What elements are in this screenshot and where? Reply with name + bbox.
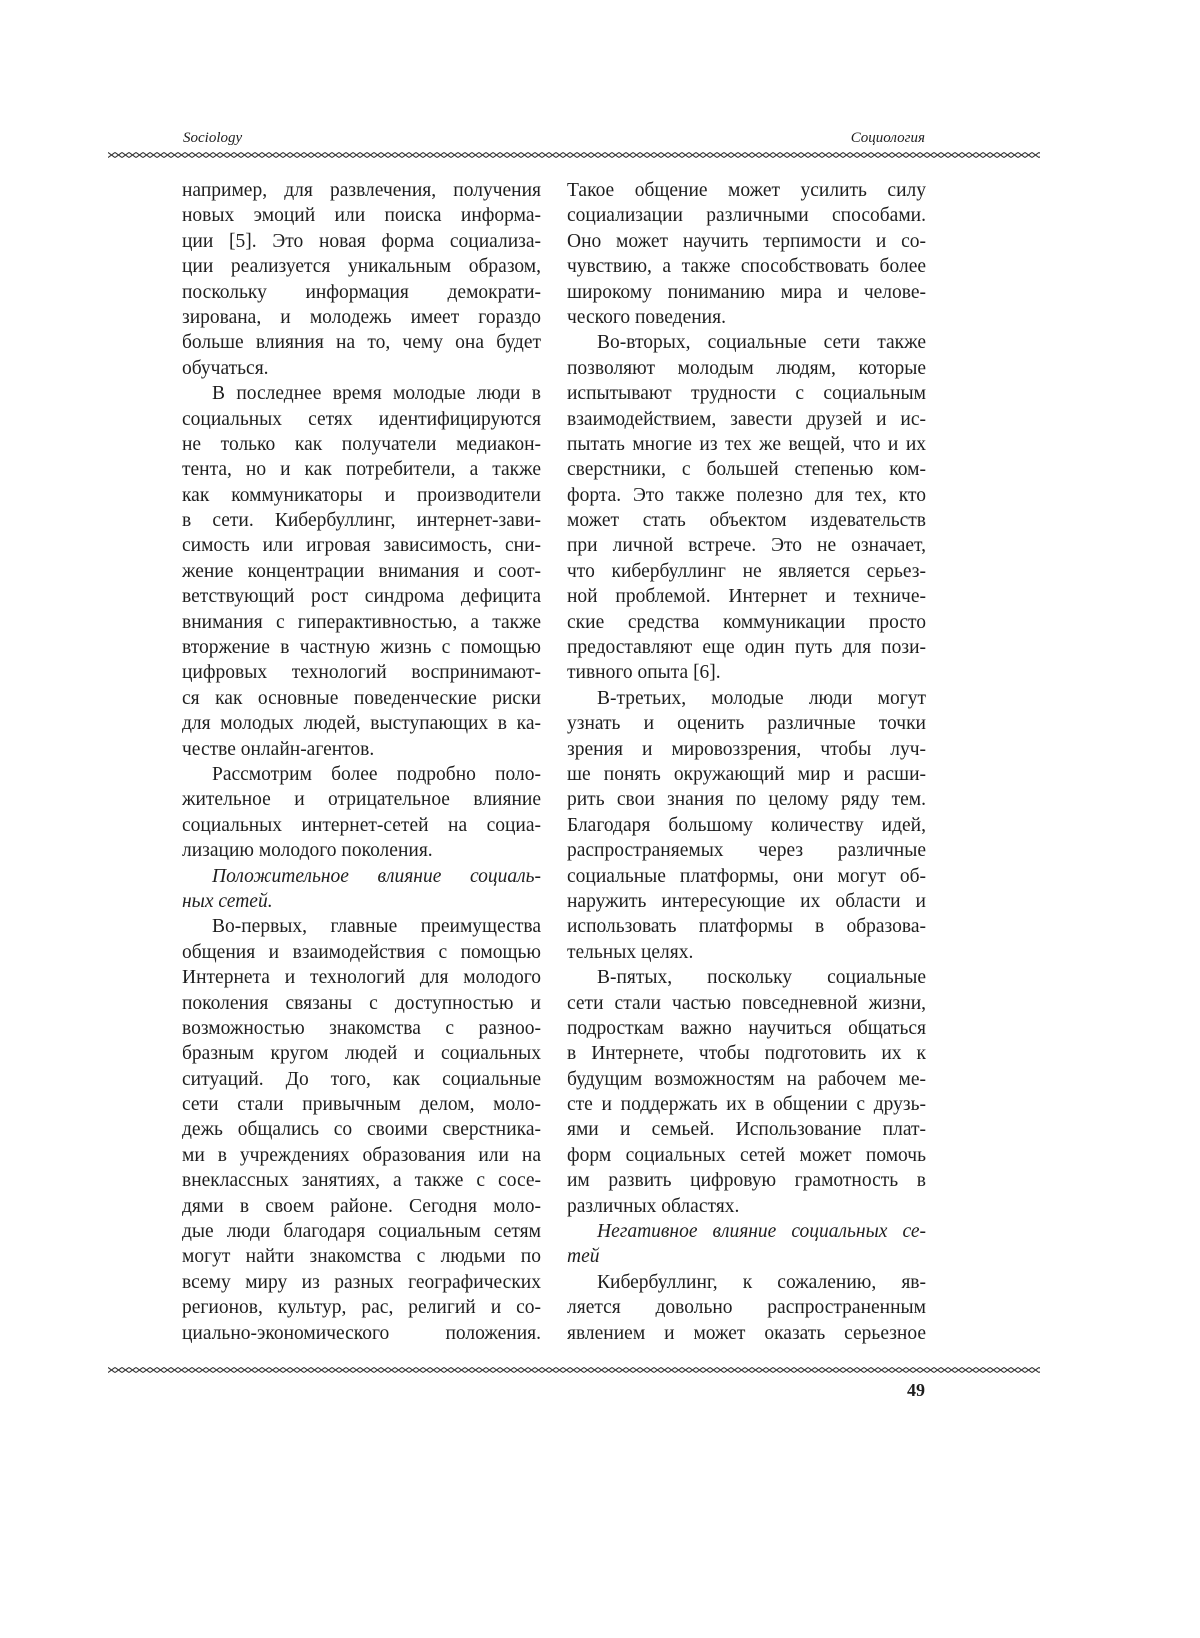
text-line: внеклассных занятиях, а также с сосе- — [182, 1168, 541, 1193]
paragraph — [182, 914, 541, 1346]
text-line: ями и семьей. Использование плат- — [567, 1117, 926, 1142]
text-line: тей — [567, 1244, 926, 1269]
text-line: чувствию, а также способствовать более — [567, 254, 926, 279]
text-line: использовать платформы в образова- — [567, 914, 926, 939]
text-line: поколения связаны с доступностью и — [182, 991, 541, 1016]
paragraph — [567, 965, 926, 1219]
text-line: сети стали привычным делом, моло- — [182, 1092, 541, 1117]
text-line: общения и взаимодействия с помощью — [182, 940, 541, 965]
running-header-right: Социология — [851, 130, 925, 147]
text-line: социальные платформы, они могут об- — [567, 864, 926, 889]
text-line: взаимодействием, завести друзей и ис- — [567, 407, 926, 432]
text-line: наружить интересующие их области и — [567, 889, 926, 914]
text-line: широкому пониманию мира и челове- — [567, 280, 926, 305]
text-line: рить свои знания по целому ряду тем. — [567, 787, 926, 812]
text-line: регионов, культур, рас, религий и со- — [182, 1295, 541, 1320]
top-ornamental-rule — [108, 151, 1040, 159]
text-line: различных областях. — [567, 1194, 926, 1219]
paragraph — [567, 1270, 926, 1346]
text-line: ветствующий рост синдрома дефицита — [182, 584, 541, 609]
paragraph — [567, 178, 926, 330]
text-column-right — [567, 178, 926, 1346]
text-line: ляется довольно распространенным — [567, 1295, 926, 1320]
text-line: форта. Это также полезно для тех, кто — [567, 483, 926, 508]
text-line: циально-экономического положения. — [182, 1321, 541, 1346]
text-line: Интернета и технологий для молодого — [182, 965, 541, 990]
text-line: Такое общение может усилить силу — [567, 178, 926, 203]
text-line: Благодаря большому количеству идей, — [567, 813, 926, 838]
page-number: 49 — [907, 1380, 925, 1401]
text-line: могут найти знакомства с людьми по — [182, 1244, 541, 1269]
text-line: форм социальных сетей может помочь — [567, 1143, 926, 1168]
running-header-left: Sociology — [183, 130, 242, 147]
section-heading — [567, 1219, 926, 1270]
text-line: ские средства коммуникации просто — [567, 610, 926, 635]
text-line: ми в учреждениях образования или на — [182, 1143, 541, 1168]
text-line: тивного опыта [6]. — [567, 660, 926, 685]
text-line: явлением и может оказать серьезное — [567, 1321, 926, 1346]
text-line: В последнее время молодые люди в — [182, 381, 541, 406]
text-line: ситуаций. До того, как социальные — [182, 1067, 541, 1092]
text-line: жение концентрации внимания и соот- — [182, 559, 541, 584]
text-line: ше понять окружающий мир и расши- — [567, 762, 926, 787]
text-line: дежь общались со своими сверстника- — [182, 1117, 541, 1142]
text-line: Положительное влияние социаль- — [182, 864, 541, 889]
text-line: честве онлайн-агентов. — [182, 737, 541, 762]
text-line: зрения и мировоззрения, чтобы луч- — [567, 737, 926, 762]
text-line: Во-вторых, социальные сети также — [567, 330, 926, 355]
text-line: новых эмоций или поиска информа- — [182, 203, 541, 228]
text-line: социализации различными способами. — [567, 203, 926, 228]
text-line: жительное и отрицательное влияние — [182, 787, 541, 812]
text-line: что кибербуллинг не является серьез- — [567, 559, 926, 584]
text-line: обучаться. — [182, 356, 541, 381]
text-line: ся как основные поведенческие риски — [182, 686, 541, 711]
text-line: ции [5]. Это новая форма социализа- — [182, 229, 541, 254]
text-line: всему миру из разных географических — [182, 1270, 541, 1295]
text-line: бразным кругом людей и социальных — [182, 1041, 541, 1066]
text-line: вторжение в частную жизнь с помощью — [182, 635, 541, 660]
text-line: Оно может научить терпимости и со- — [567, 229, 926, 254]
text-line: не только как получатели медиакон- — [182, 432, 541, 457]
text-line: Негативное влияние социальных се- — [567, 1219, 926, 1244]
text-line: распространяемых через различные — [567, 838, 926, 863]
text-line: Рассмотрим более подробно поло- — [182, 762, 541, 787]
paragraph — [567, 686, 926, 965]
text-line: может стать объектом издевательств — [567, 508, 926, 533]
text-line: им развить цифровую грамотность в — [567, 1168, 926, 1193]
bottom-ornamental-rule — [108, 1366, 1040, 1374]
text-line: внимания с гиперактивностью, а также — [182, 610, 541, 635]
text-line: в Интернете, чтобы подготовить их к — [567, 1041, 926, 1066]
text-line: В-пятых, поскольку социальные — [567, 965, 926, 990]
text-line: зирована, и молодежь имеет гораздо — [182, 305, 541, 330]
text-line: предоставляют еще один путь для пози- — [567, 635, 926, 660]
paragraph — [182, 178, 541, 381]
text-line: тельных целях. — [567, 940, 926, 965]
text-line: сте и поддержать их в общении с друзь- — [567, 1092, 926, 1117]
text-line: для молодых людей, выступающих в ка- — [182, 711, 541, 736]
text-line: при личной встрече. Это не означает, — [567, 533, 926, 558]
text-line: тента, но и как потребители, а также — [182, 457, 541, 482]
text-line: например, для развлечения, получения — [182, 178, 541, 203]
text-line: больше влияния на то, чему она будет — [182, 330, 541, 355]
text-line: позволяют молодым людям, которые — [567, 356, 926, 381]
text-line: дые люди благодаря социальным сетям — [182, 1219, 541, 1244]
text-line: социальных сетях идентифицируются — [182, 407, 541, 432]
text-line: сети стали частью повседневной жизни, — [567, 991, 926, 1016]
text-line: симость или игровая зависимость, сни- — [182, 533, 541, 558]
section-heading — [182, 864, 541, 915]
text-line: Во-первых, главные преимущества — [182, 914, 541, 939]
paragraph — [182, 381, 541, 762]
text-line: в сети. Кибербуллинг, интернет-зави- — [182, 508, 541, 533]
paragraph — [182, 762, 541, 864]
text-line: испытывают трудности с социальным — [567, 381, 926, 406]
text-line: лизацию молодого поколения. — [182, 838, 541, 863]
text-line: ции реализуется уникальным образом, — [182, 254, 541, 279]
text-line: сверстники, с большей степенью ком- — [567, 457, 926, 482]
paragraph — [567, 330, 926, 685]
text-line: поскольку информация демократи- — [182, 280, 541, 305]
text-line: ческого поведения. — [567, 305, 926, 330]
text-line: как коммуникаторы и производители — [182, 483, 541, 508]
text-line: возможностью знакомства с разноо- — [182, 1016, 541, 1041]
text-line: цифровых технологий воспринимают- — [182, 660, 541, 685]
text-line: узнать и оценить различные точки — [567, 711, 926, 736]
text-line: пытать многие из тех же вещей, что и их — [567, 432, 926, 457]
text-line: ной проблемой. Интернет и техниче- — [567, 584, 926, 609]
text-line: В-третьих, молодые люди могут — [567, 686, 926, 711]
text-line: будущим возможностям на рабочем ме- — [567, 1067, 926, 1092]
text-line: ных сетей. — [182, 889, 541, 914]
text-column-left — [182, 178, 541, 1346]
text-line: дями в своем районе. Сегодня моло- — [182, 1194, 541, 1219]
text-line: Кибербуллинг, к сожалению, яв- — [567, 1270, 926, 1295]
text-line: социальных интернет-сетей на социа- — [182, 813, 541, 838]
text-line: подросткам важно научиться общаться — [567, 1016, 926, 1041]
